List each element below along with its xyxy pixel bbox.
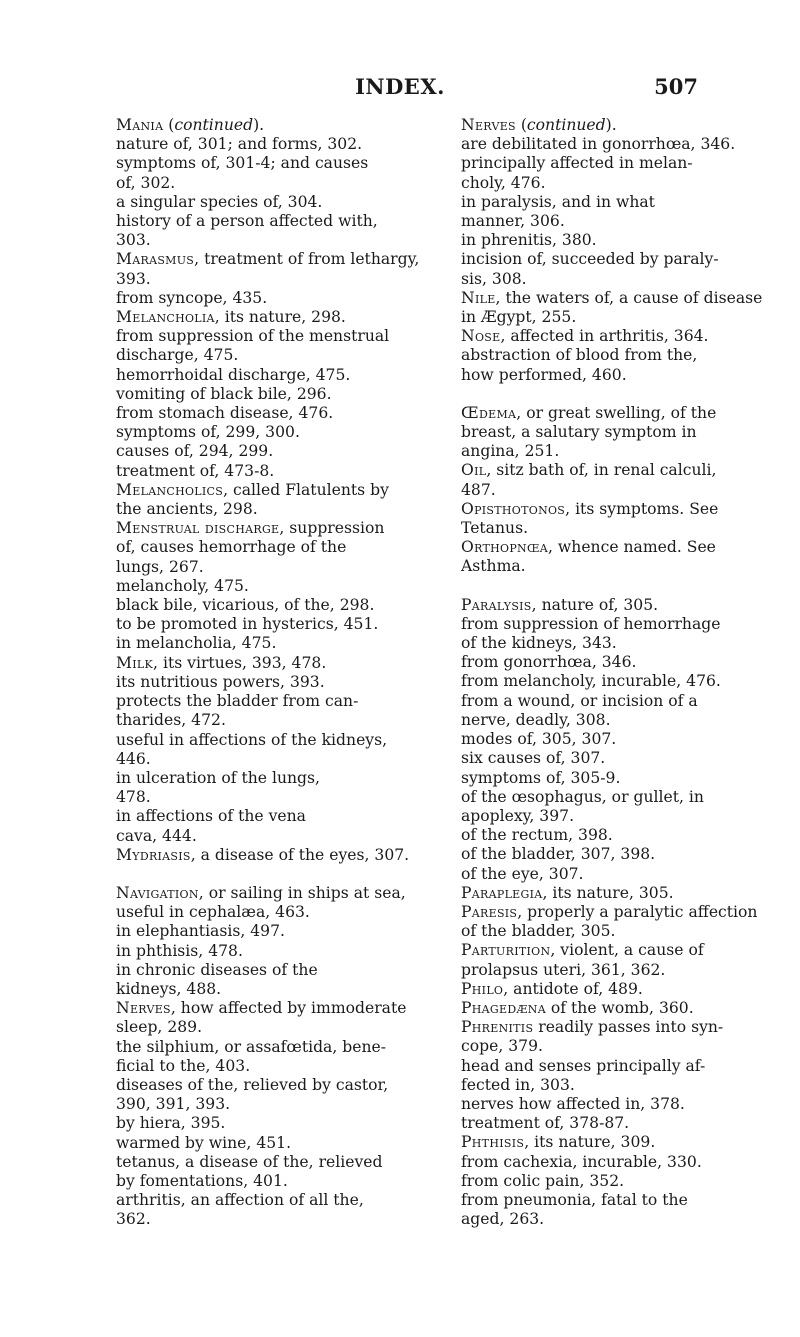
index-line: in affections of the vena: [116, 807, 306, 826]
headword: Paresis: [461, 902, 518, 921]
index-headword-line: Nose, affected in arthritis, 364.: [461, 327, 709, 346]
index-line: discharge, 475.: [116, 346, 239, 365]
headword: Orthopnœa: [461, 538, 549, 557]
index-line: from pneumonia, fatal to the: [461, 1190, 688, 1209]
index-line: how performed, 460.: [461, 365, 627, 384]
index-line: ficial to the, 403.: [116, 1056, 251, 1075]
index-headword-line: Paralysis, nature of, 305.: [461, 595, 659, 614]
index-column-right: [461, 116, 781, 1229]
index-line: 362.: [116, 1210, 151, 1229]
index-headword-line: Opisthotonos, its symptoms. See: [461, 499, 719, 518]
headword: Melancholia: [116, 308, 215, 327]
index-line: melancholy, 475.: [116, 576, 249, 595]
index-line: sis, 308.: [461, 269, 527, 288]
entry-gap: [461, 577, 781, 596]
index-headword-line: Nile, the waters of, a cause of disease: [461, 288, 763, 307]
index-line: in chronic diseases of the: [116, 960, 318, 979]
index-line: the ancients, 298.: [116, 500, 258, 519]
index-headword-line: Mania (continued).: [116, 116, 265, 134]
index-line: by fomentations, 401.: [116, 1171, 288, 1190]
index-line: 478.: [116, 788, 151, 807]
index-line: nerve, deadly, 308.: [461, 710, 611, 729]
index-line: 487.: [461, 480, 496, 499]
index-headword-line: Parturition, violent, a cause of: [461, 941, 704, 960]
index-headword-line: Phagedæna of the womb, 360.: [461, 998, 694, 1017]
index-line: black bile, vicarious, of the, 298.: [116, 596, 375, 615]
index-line: vomiting of black bile, 296.: [116, 384, 332, 403]
index-line: its nutritious powers, 393.: [116, 672, 325, 691]
headword: Mania: [116, 116, 164, 134]
index-line: apoplexy, 397.: [461, 806, 575, 825]
index-line: in ulceration of the lungs,: [116, 768, 320, 787]
index-line: 393.: [116, 269, 151, 288]
index-line: from colic pain, 352.: [461, 1171, 625, 1190]
index-line: from a wound, or incision of a: [461, 691, 698, 710]
index-line: from syncope, 435.: [116, 288, 268, 307]
headword: Navigation: [116, 883, 199, 902]
index-line: of the bladder, 305.: [461, 922, 616, 941]
index-line: of, 302.: [116, 173, 176, 192]
index-line: Tetanus.: [461, 519, 529, 538]
index-headword-line: Melancholia, its nature, 298.: [116, 308, 346, 327]
index-line: of the rectum, 398.: [461, 826, 613, 845]
index-headword-line: Melancholics, called Flatulents by: [116, 480, 389, 499]
index-line: from suppression of hemorrhage: [461, 614, 721, 633]
index-line: warmed by wine, 451.: [116, 1133, 292, 1152]
index-headword-line: Oil, sitz bath of, in renal calculi,: [461, 461, 717, 480]
index-line: the silphium, or assafœtida, bene-: [116, 1037, 387, 1056]
index-line: of the eye, 307.: [461, 864, 584, 883]
index-line: 390, 391, 393.: [116, 1095, 231, 1114]
index-headword-line: Paresis, properly a paralytic affection: [461, 902, 758, 921]
index-line: modes of, 305, 307.: [461, 730, 617, 749]
index-headword-line: Œdema, or great swelling, of the: [461, 403, 717, 422]
index-line: abstraction of blood from the,: [461, 346, 698, 365]
index-column-left: [116, 116, 436, 1230]
index-line: nerves how affected in, 378.: [461, 1094, 685, 1113]
index-line: lungs, 267.: [116, 557, 204, 576]
index-line: a singular species of, 304.: [116, 192, 323, 211]
index-line: useful in cephalæa, 463.: [116, 903, 310, 922]
index-line: diseases of the, relieved by castor,: [116, 1075, 389, 1094]
headword: Nile: [461, 288, 496, 307]
index-headword-line: Phthisis, its nature, 309.: [461, 1133, 656, 1152]
index-line: in melancholia, 475.: [116, 634, 277, 653]
index-headword-line: Phrenitis readily passes into syn-: [461, 1018, 724, 1037]
page-number: 507: [654, 74, 698, 99]
headword: Œdema: [461, 403, 517, 422]
index-line: prolapsus uteri, 361, 362.: [461, 960, 666, 979]
index-line: hemorrhoidal discharge, 475.: [116, 365, 351, 384]
index-line: from stomach disease, 476.: [116, 404, 334, 423]
headword: Nerves: [461, 116, 516, 134]
entry-gap: [116, 865, 436, 884]
headword: Nerves: [116, 999, 171, 1018]
index-line: history of a person affected with,: [116, 212, 378, 231]
index-line: six causes of, 307.: [461, 749, 606, 768]
index-line: of, causes hemorrhage of the: [116, 538, 347, 557]
headword: Menstrual discharge: [116, 519, 280, 538]
index-headword-line: Nerves (continued).: [461, 116, 617, 134]
index-line: are debilitated in gonorrhœa, 346.: [461, 135, 736, 154]
headword: Phrenitis: [461, 1018, 534, 1037]
headword: Opisthotonos: [461, 499, 566, 518]
page-header: [0, 74, 800, 104]
index-line: cava, 444.: [116, 826, 197, 845]
index-line: angina, 251.: [461, 442, 560, 461]
index-line: treatment of, 378-87.: [461, 1114, 630, 1133]
index-headword-line: Milk, its virtues, 393, 478.: [116, 653, 327, 672]
index-line: aged, 263.: [461, 1210, 545, 1229]
headword: Milk: [116, 653, 154, 672]
headword: Nose: [461, 327, 501, 346]
index-line: from cachexia, incurable, 330.: [461, 1152, 702, 1171]
index-line: tetanus, a disease of the, relieved: [116, 1152, 383, 1171]
index-line: choly, 476.: [461, 173, 546, 192]
index-line: 446.: [116, 749, 151, 768]
index-headword-line: Philo, antidote of, 489.: [461, 979, 643, 998]
index-line: incision of, succeeded by paraly-: [461, 250, 719, 269]
index-line: useful in affections of the kidneys,: [116, 730, 388, 749]
page-title: INDEX.: [355, 74, 445, 99]
index-line: symptoms of, 301-4; and causes: [116, 154, 369, 173]
headword: Parturition: [461, 941, 551, 960]
index-headword-line: Menstrual discharge, suppression: [116, 519, 385, 538]
index-line: arthritis, an affection of all the,: [116, 1191, 364, 1210]
index-line: in elephantiasis, 497.: [116, 922, 285, 941]
index-line: to be promoted in hysterics, 451.: [116, 615, 379, 634]
headword: Phagedæna: [461, 998, 546, 1017]
headword: Paraplegia: [461, 883, 543, 902]
index-line: in Ægypt, 255.: [461, 308, 577, 327]
index-line: causes of, 294, 299.: [116, 442, 274, 461]
index-line: of the œsophagus, or gullet, in: [461, 787, 704, 806]
index-line: from suppression of the menstrual: [116, 327, 390, 346]
index-line: protects the bladder from can-: [116, 692, 359, 711]
index-line: breast, a salutary symptom in: [461, 423, 697, 442]
index-line: from melancholy, incurable, 476.: [461, 672, 721, 691]
headword: Oil: [461, 461, 487, 480]
index-line: of the bladder, 307, 398.: [461, 845, 656, 864]
index-line: kidneys, 488.: [116, 979, 222, 998]
index-line: nature of, 301; and forms, 302.: [116, 135, 363, 154]
index-line: symptoms of, 305-9.: [461, 768, 621, 787]
index-line: in paralysis, and in what: [461, 192, 655, 211]
index-line: in phrenitis, 380.: [461, 231, 597, 250]
index-headword-line: Navigation, or sailing in ships at sea,: [116, 883, 406, 902]
index-headword-line: Marasmus, treatment of from lethargy,: [116, 250, 420, 269]
index-line: from gonorrhœa, 346.: [461, 653, 637, 672]
index-line: 303.: [116, 231, 151, 250]
index-line: by hiera, 395.: [116, 1114, 226, 1133]
index-line: sleep, 289.: [116, 1018, 203, 1037]
index-line: cope, 379.: [461, 1037, 543, 1056]
headword: Marasmus: [116, 250, 195, 269]
index-headword-line: Orthopnœa, whence named. See: [461, 538, 716, 557]
headword: Philo: [461, 979, 504, 998]
index-line: tharides, 472.: [116, 711, 226, 730]
headword: Phthisis: [461, 1133, 525, 1152]
index-line: fected in, 303.: [461, 1075, 575, 1094]
index-line: in phthisis, 478.: [116, 941, 243, 960]
index-line: symptoms of, 299, 300.: [116, 423, 300, 442]
index-line: principally affected in melan-: [461, 154, 693, 173]
index-headword-line: Paraplegia, its nature, 305.: [461, 883, 674, 902]
entry-gap: [461, 385, 781, 404]
index-headword-line: Mydriasis, a disease of the eyes, 307.: [116, 845, 410, 864]
headword: Melancholics: [116, 480, 224, 499]
index-line: Asthma.: [461, 557, 526, 576]
index-line: head and senses principally af-: [461, 1056, 706, 1075]
headword: Paralysis: [461, 595, 532, 614]
index-headword-line: Nerves, how affected by immoderate: [116, 999, 407, 1018]
headword: Mydriasis: [116, 845, 191, 864]
index-line: manner, 306.: [461, 212, 565, 231]
index-line: treatment of, 473-8.: [116, 461, 275, 480]
index-line: of the kidneys, 343.: [461, 634, 617, 653]
